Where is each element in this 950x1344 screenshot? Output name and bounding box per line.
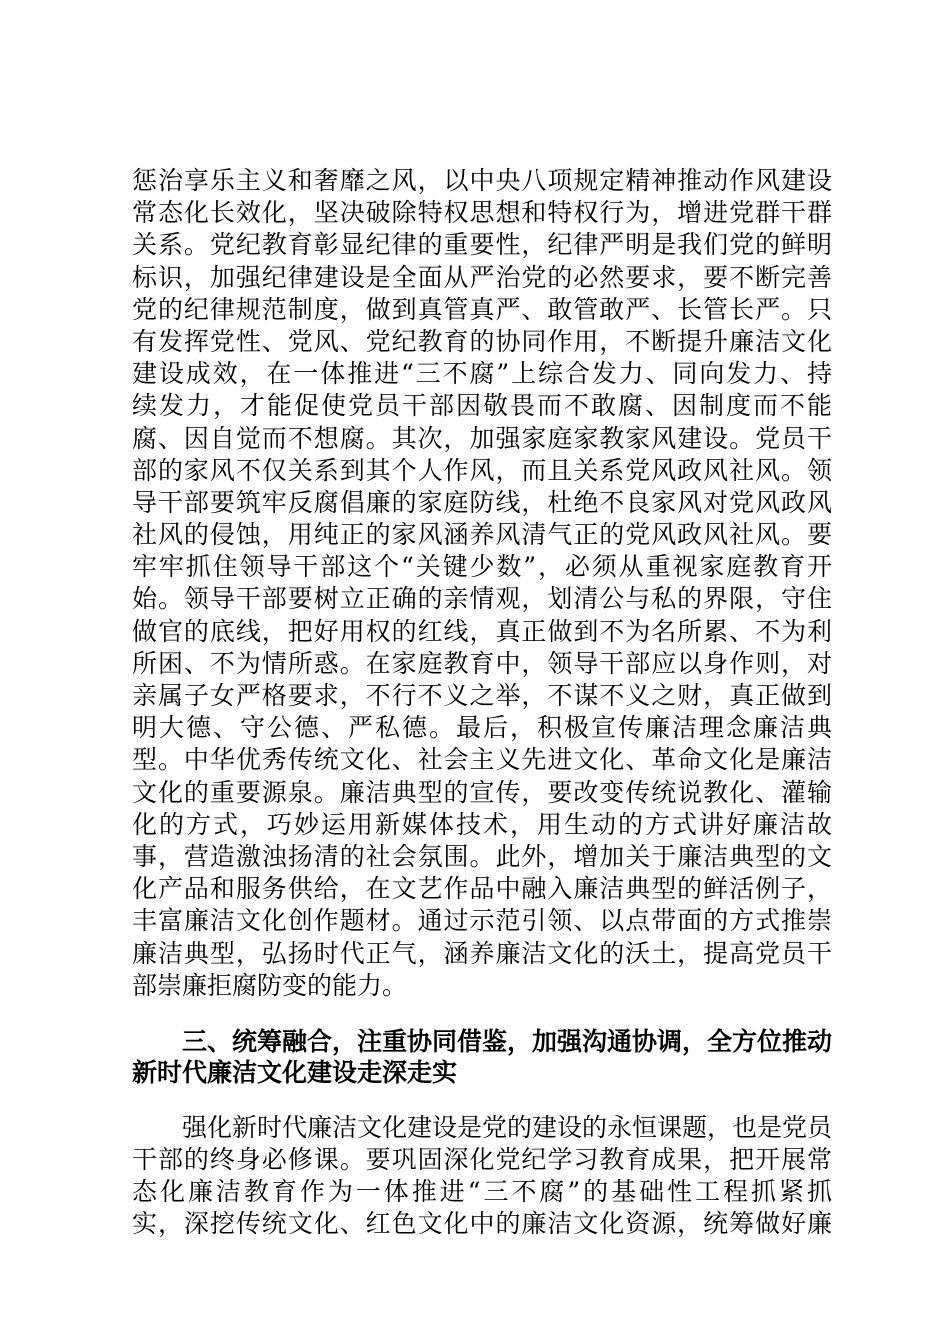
paragraph-line: 党的纪律规范制度，做到真管真严、敢管敢严、长管长严。只 xyxy=(132,294,832,324)
paragraph-line: 化的方式，巧妙运用新媒体技术，用生动的方式讲好廉洁故 xyxy=(132,809,832,839)
heading-line: 新时代廉洁文化建设走深走实 xyxy=(132,1057,458,1087)
paragraph-line: 惩治享乐主义和奢靡之风，以中央八项规定精神推动作风建设 xyxy=(132,166,832,195)
paragraph-line: 部的家风不仅关系到其个人作风，而且关系党风政风社风。领 xyxy=(132,455,832,485)
section-heading-3 xyxy=(132,1026,832,1088)
paragraph-line: 强化新时代廉洁文化建设是党的建设的永恒课题，也是党员 xyxy=(182,1112,832,1142)
paragraph-line: 亲属子女严格要求，不行不义之举，不谋不义之财，真正做到 xyxy=(132,681,832,710)
paragraph-line: 腐、因自觉而不想腐。其次，加强家庭家教家风建设。党员干 xyxy=(132,423,832,453)
paragraph-line: 所困、不为情所惑。在家庭教育中，领导干部应以身作则，对 xyxy=(132,648,832,678)
document-page xyxy=(132,165,832,1241)
paragraph-line: 明大德、守公德、严私德。最后，积极宣传廉洁理念廉洁典 xyxy=(132,713,832,743)
heading-line: 三、统筹融合，注重协同借鉴，加强沟通协调，全方位推动 xyxy=(182,1026,832,1056)
paragraph-line: 有发挥党性、党风、党纪教育的协同作用，不断提升廉洁文化 xyxy=(132,326,832,356)
paragraph-line: 关系。党纪教育彰显纪律的重要性，纪律严明是我们党的鲜明 xyxy=(132,230,832,260)
paragraph-line: 事，营造激浊扬清的社会氛围。此外，增加关于廉洁典型的文 xyxy=(132,841,832,871)
paragraph-line: 标识，加强纪律建设是全面从严治党的必然要求，要不断完善 xyxy=(132,262,832,292)
paragraph-line: 部崇廉拒腐防变的能力。 xyxy=(132,970,408,1000)
paragraph-line: 文化的重要源泉。廉洁典型的宣传，要改变传统说教化、灌输 xyxy=(132,777,832,807)
paragraph-line: 态化廉洁教育作为一体推进“三不腐”的基础性工程抓紧抓 xyxy=(132,1177,832,1207)
paragraph-line: 实，深挖传统文化、红色文化中的廉洁文化资源，统筹做好廉 xyxy=(132,1209,832,1239)
paragraph-line: 干部的终身必修课。要巩固深化党纪学习教育成果，把开展常 xyxy=(132,1145,832,1175)
paragraph-line: 廉洁典型，弘扬时代正气，涵养廉洁文化的沃土，提高党员干 xyxy=(132,938,832,968)
paragraph-line: 丰富廉洁文化创作题材。通过示范引领、以点带面的方式推崇 xyxy=(132,906,832,936)
paragraph-line: 化产品和服务供给，在文艺作品中融入廉洁典型的鲜活例子， xyxy=(132,874,832,904)
paragraph-line: 续发力，才能促使党员干部因敬畏而不敢腐、因制度而不能 xyxy=(132,391,832,421)
paragraph-line: 始。领导干部要树立正确的亲情观，划清公与私的界限，守住 xyxy=(132,584,832,614)
paragraph-line: 牢牢抓住领导干部这个“关键少数”，必须从重视家庭教育开 xyxy=(132,552,832,582)
paragraph-line: 常态化长效化，坚决破除特权思想和特权行为，增进党群干群 xyxy=(132,198,832,228)
paragraph-spacer xyxy=(132,1002,832,1026)
body-paragraph-1 xyxy=(132,165,832,1002)
paragraph-line: 导干部要筑牢反腐倡廉的家庭防线，杜绝不良家风对党风政风 xyxy=(132,487,832,517)
paragraph-spacer xyxy=(132,1088,832,1112)
paragraph-line: 社风的侵蚀，用纯正的家风涵养风清气正的党风政风社风。要 xyxy=(132,520,832,550)
paragraph-line: 建设成效，在一体推进“三不腐”上综合发力、同向发力、持 xyxy=(132,359,832,389)
paragraph-line: 型。中华优秀传统文化、社会主义先进文化、革命文化是廉洁 xyxy=(132,745,832,775)
body-paragraph-2 xyxy=(132,1112,832,1241)
paragraph-line: 做官的底线，把好用权的红线，真正做到不为名所累、不为利 xyxy=(132,616,832,646)
